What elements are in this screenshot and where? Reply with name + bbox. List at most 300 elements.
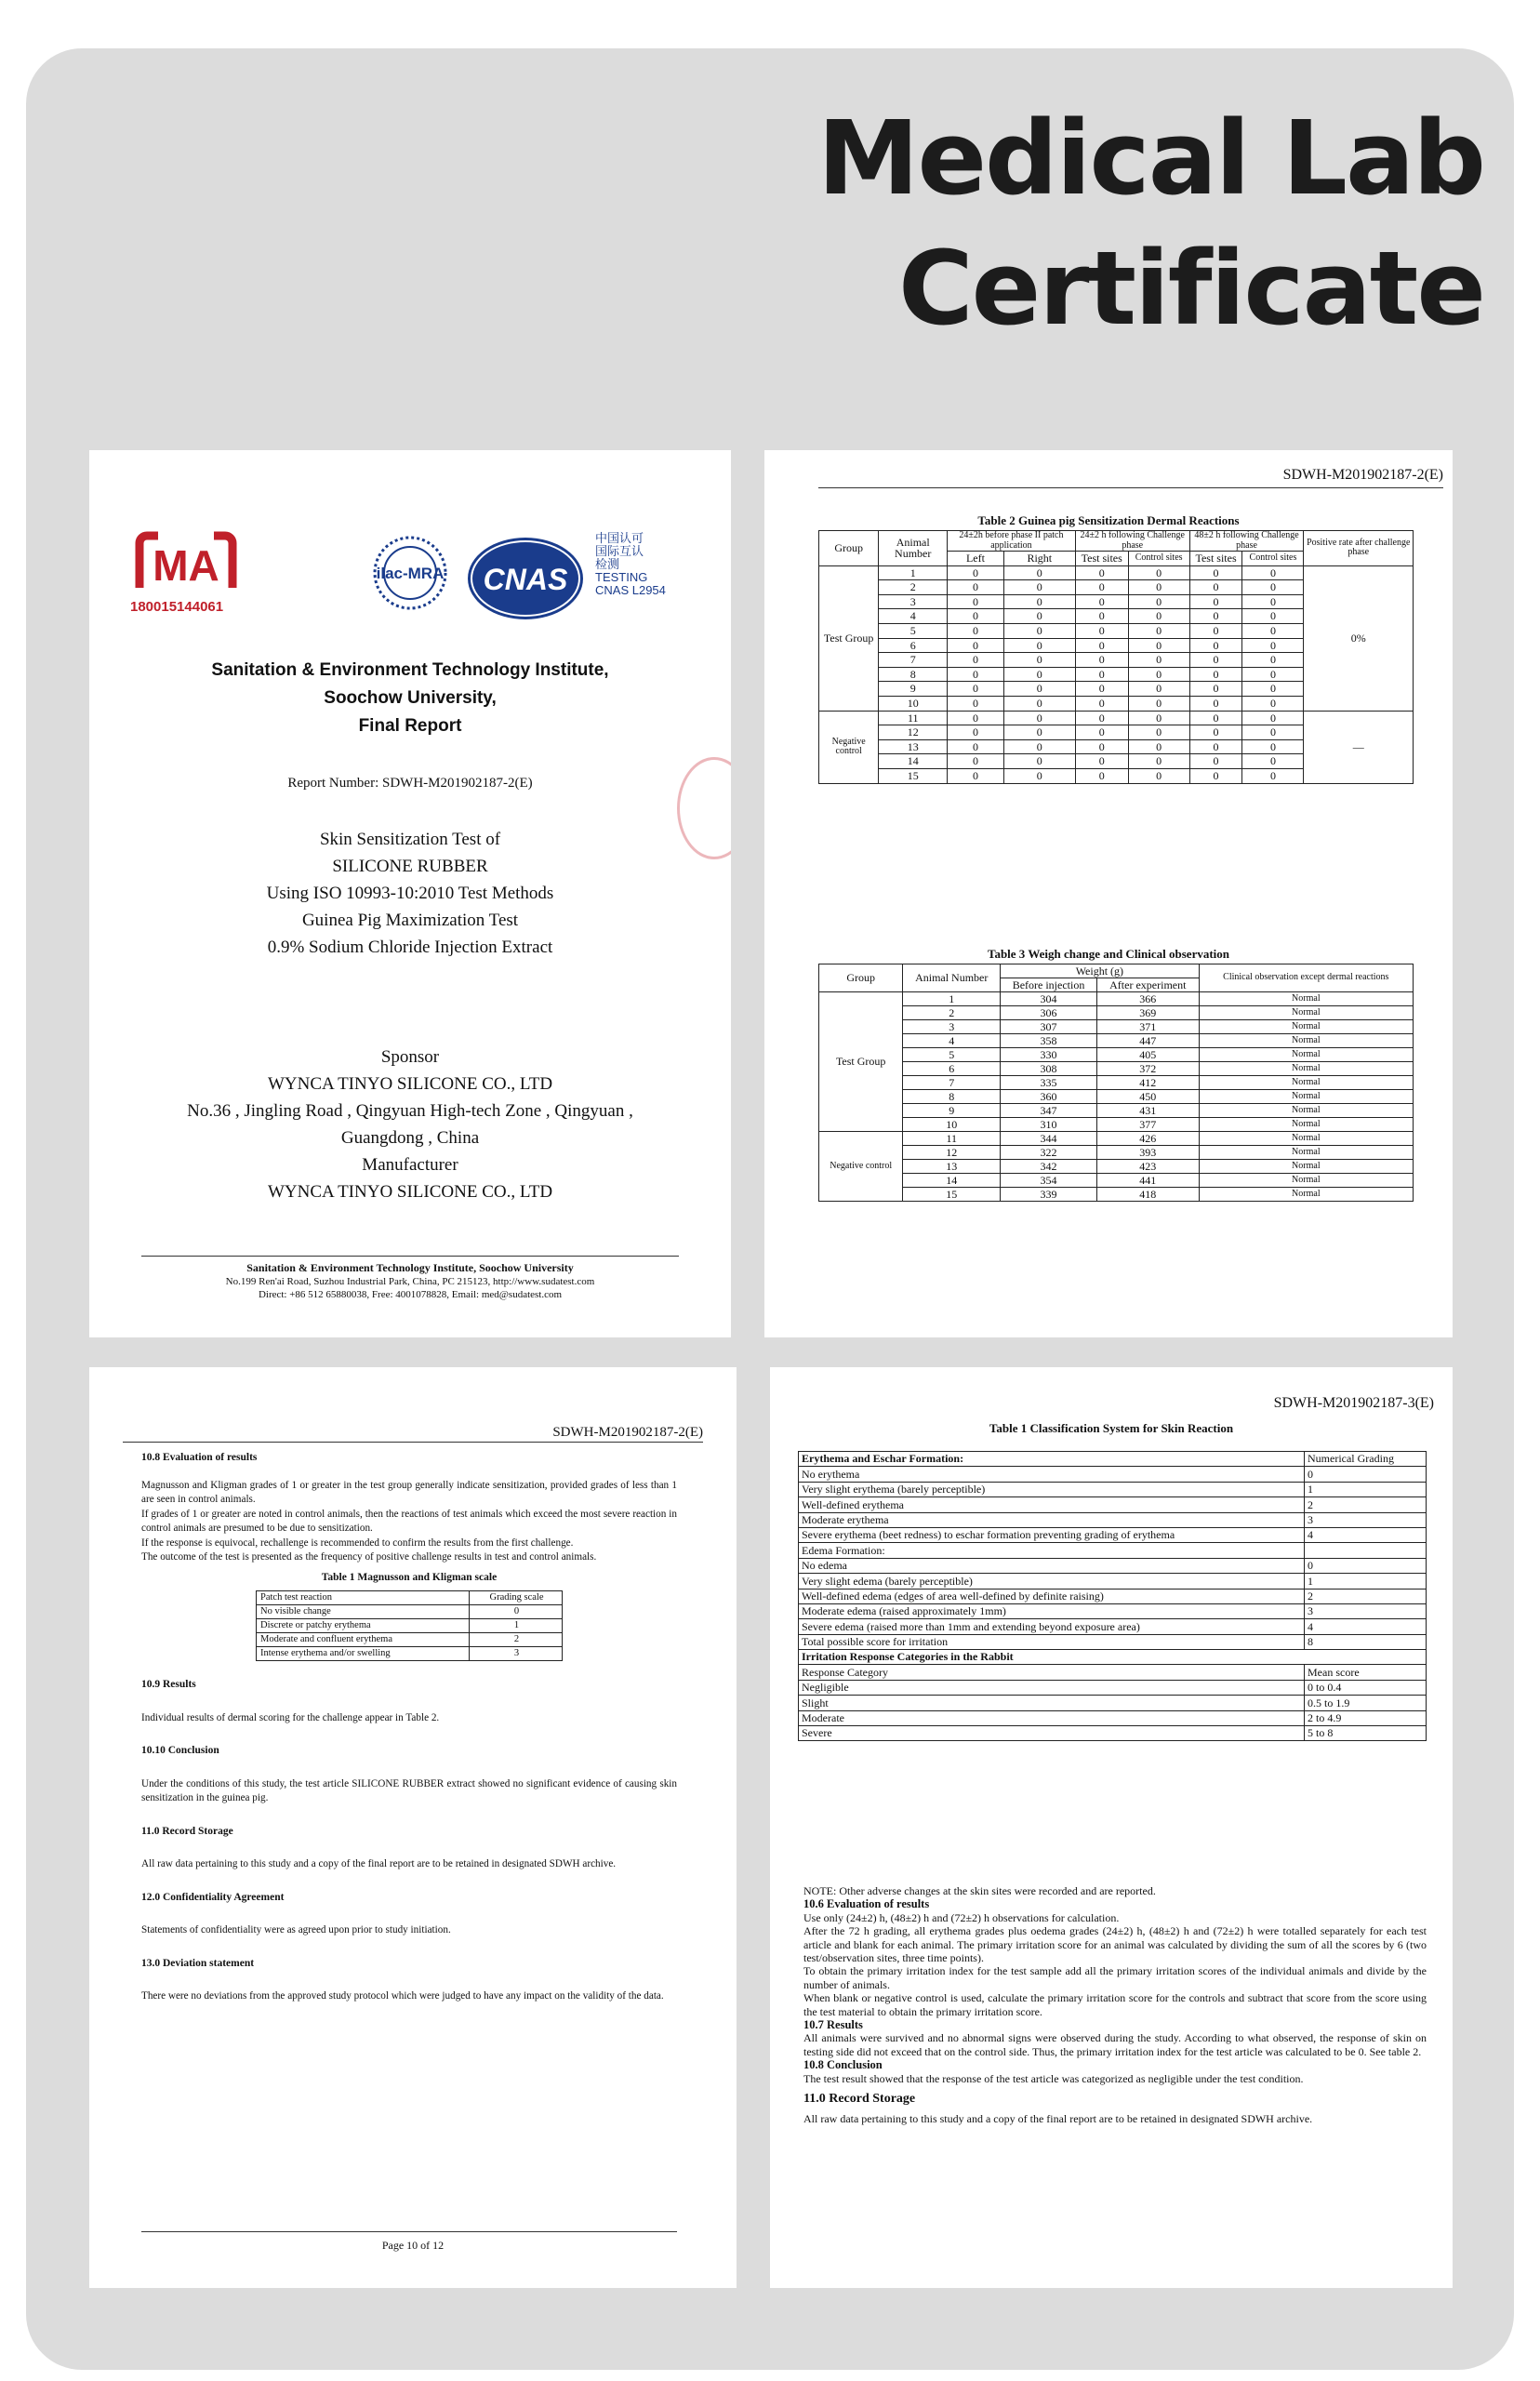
grade-cell: 1 bbox=[470, 1619, 563, 1633]
animal-number-cell: 1 bbox=[903, 992, 1001, 1006]
col-header: Right bbox=[1003, 552, 1075, 566]
score-cell: 0.5 to 1.9 bbox=[1305, 1696, 1427, 1710]
reaction-cell: Total possible score for irritation bbox=[799, 1634, 1305, 1649]
category-cell: Moderate bbox=[799, 1710, 1305, 1725]
headline-line-1: Medical Lab bbox=[816, 99, 1484, 218]
footer-divider bbox=[141, 2231, 677, 2232]
col-header: Grading scale bbox=[470, 1591, 563, 1605]
group-cell: Negative control bbox=[819, 1132, 903, 1202]
animal-number-cell: 10 bbox=[903, 1118, 1001, 1132]
score-cell: 0 bbox=[1128, 754, 1189, 769]
score-cell: 0 bbox=[1128, 682, 1189, 697]
score-cell: 0 bbox=[1189, 594, 1242, 609]
table-row bbox=[799, 1512, 1427, 1527]
table-row bbox=[799, 1710, 1427, 1725]
score-cell: 0 bbox=[1003, 653, 1075, 668]
reaction-cell: Moderate erythema bbox=[799, 1512, 1305, 1527]
table-row bbox=[819, 1076, 1414, 1090]
reaction-cell: No edema bbox=[799, 1558, 1305, 1573]
grade-cell: 0 bbox=[1305, 1467, 1427, 1482]
cover-page bbox=[89, 450, 731, 1337]
category-cell: Slight bbox=[799, 1696, 1305, 1710]
sensitization-table-body bbox=[819, 565, 1414, 783]
ilac-mra-text: ilac-MRA bbox=[376, 565, 445, 582]
col-header: 48±2 h following Challenge phase bbox=[1189, 531, 1304, 552]
clinical-observation-cell: Normal bbox=[1199, 1174, 1413, 1188]
grade-cell: 2 bbox=[1305, 1497, 1427, 1512]
animal-number-cell: 13 bbox=[879, 739, 948, 754]
paragraph: All raw data pertaining to this study and a copy of the final report are to be retained in designated SDWH archive. bbox=[803, 2111, 1313, 2125]
table-row bbox=[257, 1605, 563, 1619]
sponsor-line: No.36 , Jingling Road , Qingyuan High-tech Zone , Qingyuan , bbox=[187, 1101, 633, 1121]
classification-page bbox=[770, 1367, 1453, 2288]
col-header: Before injection bbox=[1001, 978, 1097, 992]
table-row bbox=[799, 1726, 1427, 1741]
weight-after-cell: 371 bbox=[1096, 1020, 1199, 1034]
animal-number-cell: 11 bbox=[879, 711, 948, 725]
test-line: SILICONE RUBBER bbox=[332, 857, 488, 876]
grade-cell: 1 bbox=[1305, 1482, 1427, 1496]
score-cell: 0 bbox=[1128, 711, 1189, 725]
institute-line: Soochow University, bbox=[324, 688, 497, 708]
table-row bbox=[799, 1527, 1427, 1542]
score-cell: 0 bbox=[1003, 725, 1075, 740]
reaction-cell: Discrete or patchy erythema bbox=[257, 1619, 470, 1633]
animal-number-cell: 4 bbox=[879, 609, 948, 624]
magnusson-kligman-body bbox=[257, 1605, 563, 1661]
col-header: Control sites bbox=[1128, 552, 1189, 566]
table-row bbox=[799, 1634, 1427, 1649]
page-reference: SDWH-M201902187-2(E) bbox=[1282, 467, 1443, 483]
footer-line: Sanitation & Environment Technology Institute, Soochow University bbox=[246, 1261, 574, 1274]
footer-divider bbox=[141, 1256, 679, 1257]
score-cell: 0 bbox=[1075, 638, 1128, 653]
table-row bbox=[819, 1104, 1414, 1118]
score-cell: 0 bbox=[1003, 609, 1075, 624]
score-cell: 0 bbox=[1128, 594, 1189, 609]
cnas-side-line: CNAS L2954 bbox=[595, 583, 666, 597]
weight-after-cell: 377 bbox=[1096, 1118, 1199, 1132]
table-row bbox=[799, 1558, 1427, 1573]
cnas-side-line: TESTING bbox=[595, 570, 648, 584]
weight-before-cell: 310 bbox=[1001, 1118, 1097, 1132]
table-row bbox=[819, 1090, 1414, 1104]
clinical-observation-cell: Normal bbox=[1199, 1104, 1413, 1118]
section-heading: 10.10 Conclusion bbox=[141, 1745, 219, 1756]
reaction-cell: Edema Formation: bbox=[799, 1543, 1305, 1558]
clinical-observation-cell: Normal bbox=[1199, 1006, 1413, 1020]
col-header: Weight (g) bbox=[1001, 964, 1200, 978]
cnas-logo-text: CNAS bbox=[483, 563, 568, 596]
reaction-cell: Moderate and confluent erythema bbox=[257, 1633, 470, 1647]
category-cell: Severe bbox=[799, 1726, 1305, 1741]
group-cell: Test Group bbox=[819, 992, 903, 1132]
animal-number-cell: 10 bbox=[879, 696, 948, 711]
weight-before-cell: 347 bbox=[1001, 1104, 1097, 1118]
col-header: Erythema and Eschar Formation: bbox=[799, 1452, 1305, 1467]
score-cell: 0 bbox=[948, 623, 1004, 638]
col-header: Patch test reaction bbox=[257, 1591, 470, 1605]
score-cell: 0 bbox=[1242, 725, 1304, 740]
group-cell: Test Group bbox=[819, 565, 879, 711]
weight-after-cell: 423 bbox=[1096, 1160, 1199, 1174]
score-cell: 0 bbox=[1075, 725, 1128, 740]
page-reference: SDWH-M201902187-2(E) bbox=[552, 1425, 703, 1440]
score-cell: 0 bbox=[1075, 565, 1128, 580]
weight-after-cell: 431 bbox=[1096, 1104, 1199, 1118]
weight-after-cell: 372 bbox=[1096, 1062, 1199, 1076]
classification-body bbox=[803, 1884, 1427, 2125]
weight-before-cell: 322 bbox=[1001, 1146, 1097, 1160]
table-row bbox=[799, 1603, 1427, 1618]
magnusson-kligman-table bbox=[256, 1590, 563, 1661]
grade-cell bbox=[1305, 1543, 1427, 1558]
score-cell: 0 bbox=[1003, 739, 1075, 754]
table-row bbox=[799, 1696, 1427, 1710]
animal-number-cell: 2 bbox=[879, 580, 948, 595]
animal-number-cell: 2 bbox=[903, 1006, 1001, 1020]
weight-before-cell: 307 bbox=[1001, 1020, 1097, 1034]
score-cell: 0 bbox=[1189, 682, 1242, 697]
table-row bbox=[819, 1020, 1414, 1034]
results-page bbox=[89, 1367, 737, 2288]
score-cell: 2 to 4.9 bbox=[1305, 1710, 1427, 1725]
score-cell: 0 bbox=[1075, 667, 1128, 682]
tables-page bbox=[764, 450, 1453, 1337]
weight-table bbox=[818, 964, 1414, 1202]
table-row bbox=[819, 1006, 1414, 1020]
score-cell: 0 bbox=[1242, 653, 1304, 668]
sensitization-table bbox=[818, 530, 1414, 784]
score-cell: 0 bbox=[1075, 653, 1128, 668]
grade-cell: 3 bbox=[1305, 1512, 1427, 1527]
col-header: 24±2h before phase II patch application bbox=[948, 531, 1076, 552]
score-cell: 0 bbox=[1189, 623, 1242, 638]
weight-after-cell: 450 bbox=[1096, 1090, 1199, 1104]
reaction-cell: No erythema bbox=[799, 1467, 1305, 1482]
weight-after-cell: 441 bbox=[1096, 1174, 1199, 1188]
cma-logo bbox=[130, 530, 242, 602]
animal-number-cell: 15 bbox=[903, 1188, 1001, 1202]
score-cell: 0 bbox=[1242, 768, 1304, 783]
reaction-cell: Well-defined erythema bbox=[799, 1497, 1305, 1512]
cover-footer bbox=[89, 1261, 731, 1301]
score-cell: 0 bbox=[1075, 580, 1128, 595]
animal-number-cell: 15 bbox=[879, 768, 948, 783]
animal-number-cell: 14 bbox=[879, 754, 948, 769]
animal-number-cell: 7 bbox=[879, 653, 948, 668]
irritation-title: Irritation Response Categories in the Rabbit bbox=[799, 1650, 1427, 1665]
score-cell: 0 bbox=[1242, 696, 1304, 711]
grade-cell: 2 bbox=[1305, 1589, 1427, 1603]
table-row bbox=[257, 1633, 563, 1647]
section-heading: 13.0 Deviation statement bbox=[141, 1957, 255, 1969]
reaction-cell: Severe edema (raised more than 1mm and extending beyond exposure area) bbox=[799, 1619, 1305, 1634]
section-heading: 10.9 Results bbox=[141, 1679, 196, 1690]
paragraph: If grades of 1 or greater are noted in control animals, then the reactions of test animals which exceed the most severe reaction in control animals are presumed to be due to sensitization. bbox=[141, 1508, 677, 1534]
group-cell: Negative control bbox=[819, 711, 879, 783]
sponsor-line: WYNCA TINYO SILICONE CO., LTD bbox=[267, 1074, 553, 1094]
cnas-logo bbox=[465, 536, 586, 626]
clinical-observation-cell: Normal bbox=[1199, 1062, 1413, 1076]
score-cell: 0 bbox=[1242, 754, 1304, 769]
institute-title bbox=[89, 657, 731, 740]
score-cell: 0 bbox=[1189, 754, 1242, 769]
footer-line: No.199 Ren'ai Road, Suzhou Industrial Park, China, PC 215123, http://www.sudatest.com bbox=[225, 1276, 595, 1287]
col-header: Group bbox=[819, 964, 903, 992]
score-cell: 0 bbox=[1242, 609, 1304, 624]
clinical-observation-cell: Normal bbox=[1199, 1020, 1413, 1034]
weight-after-cell: 412 bbox=[1096, 1076, 1199, 1090]
table-row bbox=[819, 1118, 1414, 1132]
grade-cell: 8 bbox=[1305, 1634, 1427, 1649]
score-cell: 0 bbox=[1128, 667, 1189, 682]
weight-after-cell: 369 bbox=[1096, 1006, 1199, 1020]
table-row bbox=[819, 1160, 1414, 1174]
score-cell: 0 bbox=[948, 565, 1004, 580]
animal-number-cell: 5 bbox=[879, 623, 948, 638]
table-row bbox=[257, 1619, 563, 1633]
weight-after-cell: 366 bbox=[1096, 992, 1199, 1006]
table-row bbox=[819, 1188, 1414, 1202]
reaction-cell: Intense erythema and/or swelling bbox=[257, 1647, 470, 1661]
positive-rate-cell: 0% bbox=[1304, 565, 1414, 711]
score-cell: 0 bbox=[1189, 565, 1242, 580]
clinical-observation-cell: Normal bbox=[1199, 1090, 1413, 1104]
score-cell: 0 bbox=[1189, 739, 1242, 754]
score-cell: 0 bbox=[1003, 594, 1075, 609]
test-line: Using ISO 10993-10:2010 Test Methods bbox=[266, 884, 554, 903]
animal-number-cell: 9 bbox=[879, 682, 948, 697]
clinical-observation-cell: Normal bbox=[1199, 1132, 1413, 1146]
grade-cell: 1 bbox=[1305, 1574, 1427, 1589]
section-heading: 10.8 Evaluation of results bbox=[141, 1452, 258, 1463]
test-line: Skin Sensitization Test of bbox=[319, 830, 501, 849]
weight-table-body bbox=[819, 992, 1414, 1202]
score-cell: 0 bbox=[1242, 638, 1304, 653]
grade-cell: 0 bbox=[1305, 1558, 1427, 1573]
animal-number-cell: 8 bbox=[903, 1090, 1001, 1104]
category-cell: Negligible bbox=[799, 1680, 1305, 1695]
footer-line: Direct: +86 512 65880038, Free: 4001078828, Email: med@sudatest.com bbox=[258, 1289, 563, 1300]
score-cell: 0 bbox=[1128, 609, 1189, 624]
table-row bbox=[799, 1497, 1427, 1512]
ilac-mra-logo bbox=[359, 530, 461, 628]
animal-number-cell: 13 bbox=[903, 1160, 1001, 1174]
sponsor-line: Guangdong , China bbox=[340, 1128, 480, 1148]
score-cell: 0 bbox=[1075, 594, 1128, 609]
paragraph: The outcome of the test is presented as the frequency of positive challenge results in test and control animals. bbox=[141, 1551, 597, 1563]
score-cell: 0 bbox=[1003, 638, 1075, 653]
grade-cell: 3 bbox=[1305, 1603, 1427, 1618]
paragraph: When blank or negative control is used, calculate the primary irritation score for the controls and subtract that score from the score using the test material to obtain the primary irritation score. bbox=[803, 1991, 1427, 2018]
score-cell: 0 bbox=[1075, 739, 1128, 754]
col-header: Mean score bbox=[1305, 1665, 1427, 1680]
weight-before-cell: 335 bbox=[1001, 1076, 1097, 1090]
weight-after-cell: 447 bbox=[1096, 1034, 1199, 1048]
table-row bbox=[799, 1482, 1427, 1496]
animal-number-cell: 14 bbox=[903, 1174, 1001, 1188]
classification-caption: Table 1 Classification System for Skin Reaction bbox=[989, 1421, 1234, 1435]
positive-rate-cell: — bbox=[1304, 711, 1414, 783]
animal-number-cell: 6 bbox=[879, 638, 948, 653]
score-cell: 0 bbox=[948, 667, 1004, 682]
sponsor-line: Manufacturer bbox=[362, 1155, 458, 1175]
paragraph: If the response is equivocal, rechallenge is recommended to confirm the results from the first challenge. bbox=[141, 1536, 574, 1549]
table-row bbox=[819, 1146, 1414, 1160]
score-cell: 0 bbox=[1003, 667, 1075, 682]
score-cell: 0 bbox=[948, 653, 1004, 668]
score-cell: 0 bbox=[948, 638, 1004, 653]
score-cell: 0 bbox=[948, 768, 1004, 783]
clinical-observation-cell: Normal bbox=[1199, 992, 1413, 1006]
table-row bbox=[799, 1650, 1427, 1665]
table-row bbox=[799, 1574, 1427, 1589]
classification-table-body bbox=[799, 1452, 1427, 1741]
score-cell: 0 bbox=[1189, 725, 1242, 740]
paragraph: There were no deviations from the approved study protocol which were judged to have any impact on the validity of the data. bbox=[141, 1990, 664, 2002]
institute-line: Sanitation & Environment Technology Institute, bbox=[211, 660, 609, 680]
weight-after-cell: 418 bbox=[1096, 1188, 1199, 1202]
cnas-side-line: 检测 bbox=[595, 557, 620, 571]
section-heading: 10.8 Conclusion bbox=[803, 2058, 883, 2072]
animal-number-cell: 3 bbox=[879, 594, 948, 609]
animal-number-cell: 6 bbox=[903, 1062, 1001, 1076]
col-header: Response Category bbox=[799, 1665, 1305, 1680]
cma-logo-text: MA bbox=[153, 541, 219, 590]
score-cell: 0 bbox=[948, 754, 1004, 769]
score-cell: 0 bbox=[1128, 768, 1189, 783]
paragraph: The test result showed that the response of the test article was categorized as negligible under the test condition. bbox=[803, 2071, 1304, 2085]
clinical-observation-cell: Normal bbox=[1199, 1146, 1413, 1160]
score-cell: 0 bbox=[1189, 667, 1242, 682]
animal-number-cell: 3 bbox=[903, 1020, 1001, 1034]
test-description bbox=[89, 826, 731, 961]
clinical-observation-cell: Normal bbox=[1199, 1188, 1413, 1202]
score-cell: 0 bbox=[1128, 580, 1189, 595]
col-header: Animal Number bbox=[903, 964, 1001, 992]
paragraph: Individual results of dermal scoring for the challenge appear in Table 2. bbox=[141, 1711, 440, 1723]
section-heading: 11.0 Record Storage bbox=[141, 1825, 233, 1837]
paragraph: Under the conditions of this study, the test article SILICONE RUBBER extract showed no significant evidence of causing skin sensitization in the guinea pig. bbox=[141, 1777, 677, 1803]
animal-number-cell: 1 bbox=[879, 565, 948, 580]
score-cell: 0 bbox=[1242, 711, 1304, 725]
paragraph: Use only (24±2) h, (48±2) h and (72±2) h observations for calculation. bbox=[803, 1910, 1120, 1924]
weight-after-cell: 426 bbox=[1096, 1132, 1199, 1146]
reaction-cell: Very slight edema (barely perceptible) bbox=[799, 1574, 1305, 1589]
score-cell: 0 bbox=[1003, 682, 1075, 697]
score-cell: 0 bbox=[1128, 653, 1189, 668]
score-cell: 0 bbox=[1128, 565, 1189, 580]
grade-cell: 4 bbox=[1305, 1619, 1427, 1634]
score-cell: 0 bbox=[1075, 768, 1128, 783]
grade-cell: 4 bbox=[1305, 1527, 1427, 1542]
headline bbox=[817, 93, 1484, 353]
weight-before-cell: 304 bbox=[1001, 992, 1097, 1006]
paragraph: To obtain the primary irritation index for the test sample add all the primary irritation scores of the individual animals and divide by the number of animals. bbox=[803, 1964, 1427, 1991]
score-cell: 0 bbox=[1003, 768, 1075, 783]
paragraph: All raw data pertaining to this study and a copy of the final report are to be retained in designated SDWH archive. bbox=[141, 1858, 617, 1869]
animal-number-cell: 4 bbox=[903, 1034, 1001, 1048]
reaction-cell: Severe erythema (beet redness) to eschar formation preventing grading of erythema bbox=[799, 1527, 1305, 1542]
score-cell: 0 bbox=[1189, 711, 1242, 725]
table-row bbox=[819, 1062, 1414, 1076]
weight-before-cell: 342 bbox=[1001, 1160, 1097, 1174]
score-cell: 5 to 8 bbox=[1305, 1726, 1427, 1741]
score-cell: 0 bbox=[1003, 580, 1075, 595]
section-heading: 11.0 Record Storage bbox=[803, 2092, 916, 2107]
score-cell: 0 bbox=[1128, 725, 1189, 740]
table3-caption: Table 3 Weigh change and Clinical observation bbox=[987, 947, 1230, 961]
weight-before-cell: 358 bbox=[1001, 1034, 1097, 1048]
paragraph: Statements of confidentiality were as agreed upon prior to study initiation. bbox=[141, 1924, 451, 1935]
cnas-side-text bbox=[595, 532, 666, 597]
score-cell: 0 bbox=[1003, 623, 1075, 638]
table-row bbox=[799, 1467, 1427, 1482]
score-cell: 0 bbox=[1242, 682, 1304, 697]
score-cell: 0 bbox=[1128, 623, 1189, 638]
table1-caption: Table 1 Magnusson and Kligman scale bbox=[321, 1571, 498, 1583]
score-cell: 0 bbox=[1242, 739, 1304, 754]
col-header: Numerical Grading bbox=[1305, 1452, 1427, 1467]
table-row bbox=[799, 1543, 1427, 1558]
score-cell: 0 bbox=[1242, 594, 1304, 609]
score-cell: 0 bbox=[1242, 580, 1304, 595]
score-cell: 0 bbox=[1075, 609, 1128, 624]
col-header: Positive rate after challenge phase bbox=[1304, 531, 1414, 566]
score-cell: 0 bbox=[1003, 696, 1075, 711]
sponsor-line: Sponsor bbox=[380, 1047, 440, 1067]
animal-number-cell: 12 bbox=[879, 725, 948, 740]
paragraph: Magnusson and Kligman grades of 1 or greater in the test group generally indicate sensitization, provided grades of less than 1 are seen in control animals. bbox=[141, 1479, 677, 1505]
test-line: 0.9% Sodium Chloride Injection Extract bbox=[267, 938, 553, 957]
reaction-cell: Well-defined edema (edges of area well-defined by definite raising) bbox=[799, 1589, 1305, 1603]
weight-before-cell: 308 bbox=[1001, 1062, 1097, 1076]
score-cell: 0 bbox=[1242, 667, 1304, 682]
score-cell: 0 bbox=[1003, 754, 1075, 769]
weight-after-cell: 405 bbox=[1096, 1048, 1199, 1062]
table-row bbox=[799, 1589, 1427, 1603]
score-cell: 0 bbox=[1128, 696, 1189, 711]
score-cell: 0 bbox=[1128, 638, 1189, 653]
table-row bbox=[799, 1680, 1427, 1695]
cnas-side-line: 中国认可 bbox=[595, 531, 644, 545]
section-heading: 10.7 Results bbox=[803, 2018, 863, 2032]
clinical-observation-cell: Normal bbox=[1199, 1076, 1413, 1090]
score-cell: 0 bbox=[948, 725, 1004, 740]
score-cell: 0 bbox=[1189, 638, 1242, 653]
table-header-row bbox=[799, 1452, 1427, 1467]
table-row bbox=[819, 992, 1414, 1006]
sponsor-line: WYNCA TINYO SILICONE CO., LTD bbox=[267, 1182, 553, 1202]
clinical-observation-cell: Normal bbox=[1199, 1034, 1413, 1048]
weight-after-cell: 393 bbox=[1096, 1146, 1199, 1160]
col-header: 24±2 h following Challenge phase bbox=[1075, 531, 1189, 552]
animal-number-cell: 11 bbox=[903, 1132, 1001, 1146]
score-cell: 0 bbox=[1189, 609, 1242, 624]
score-cell: 0 bbox=[1003, 711, 1075, 725]
score-cell: 0 bbox=[1075, 696, 1128, 711]
section-heading: 12.0 Confidentiality Agreement bbox=[141, 1891, 285, 1903]
reaction-cell: Moderate edema (raised approximately 1mm) bbox=[799, 1603, 1305, 1618]
header-divider bbox=[818, 487, 1443, 488]
table-row bbox=[819, 1034, 1414, 1048]
page-number: Page 10 of 12 bbox=[381, 2239, 445, 2252]
col-header: Clinical observation except dermal reactions bbox=[1199, 964, 1413, 992]
grade-cell: 0 bbox=[470, 1605, 563, 1619]
clinical-observation-cell: Normal bbox=[1199, 1048, 1413, 1062]
table-row bbox=[257, 1647, 563, 1661]
